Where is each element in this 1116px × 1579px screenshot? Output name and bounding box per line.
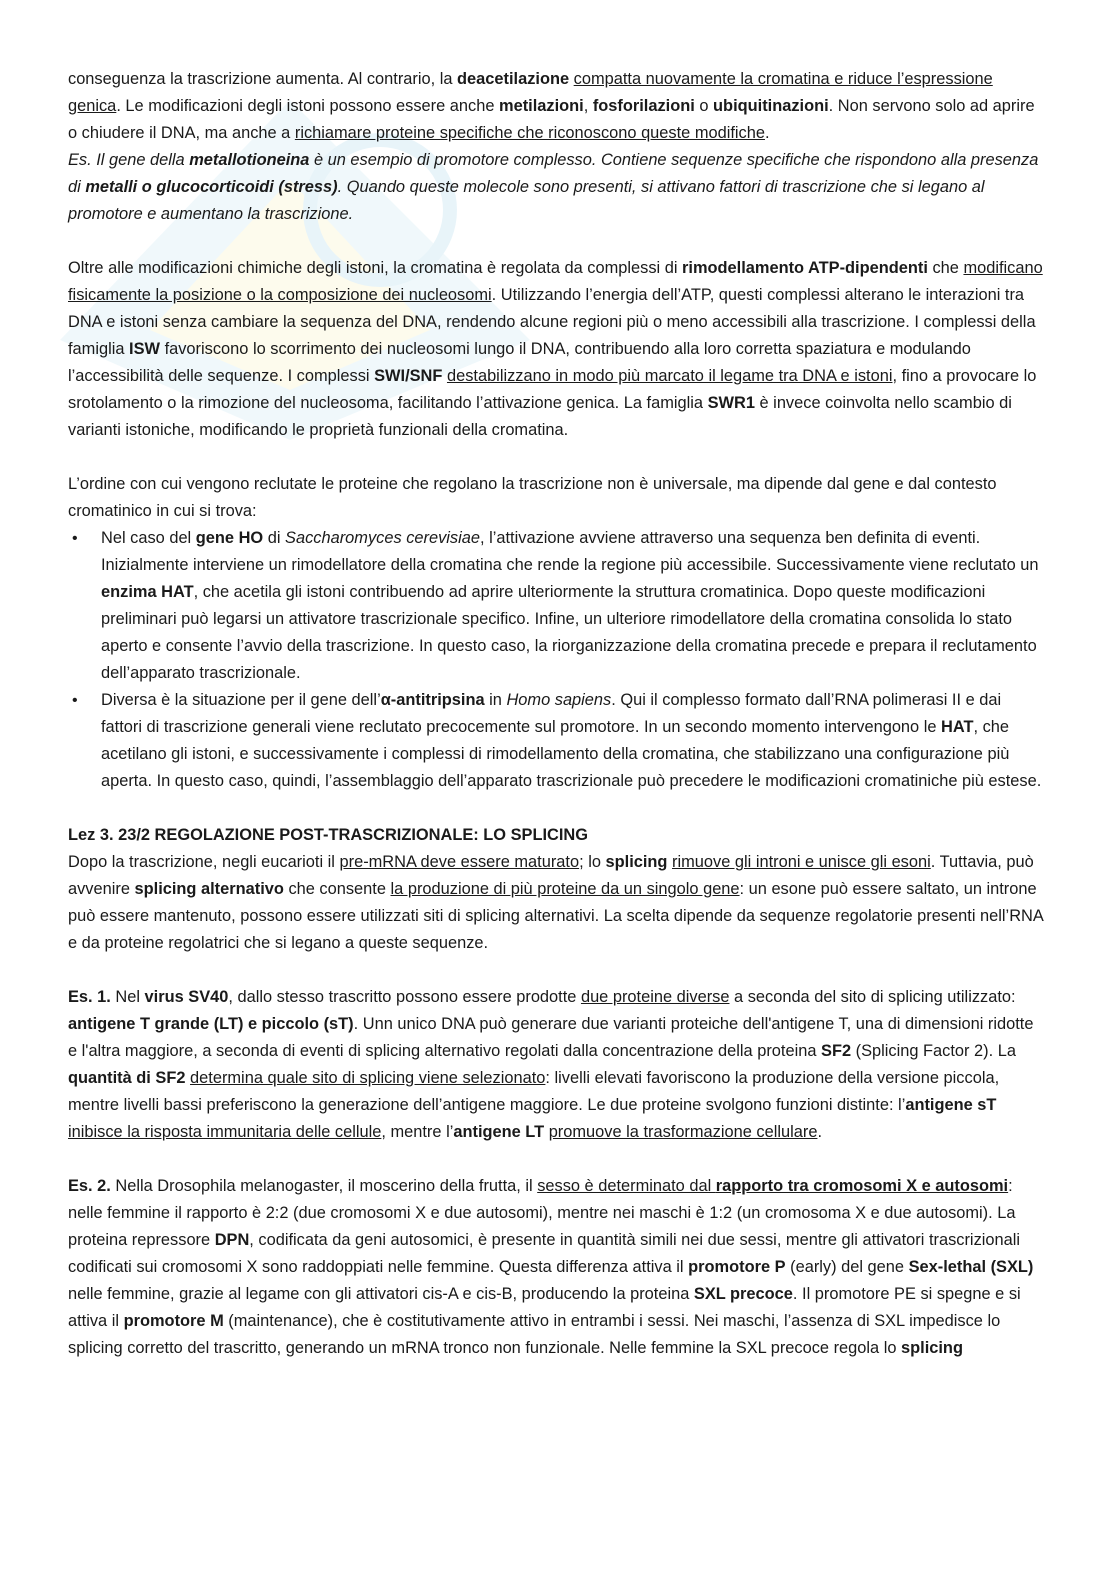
bullet-list-examples [68,525,1046,795]
term-deacetilazione: deacetilazione [457,70,570,88]
paragraph-metallothionein-example: Es. Il gene della metallotioneina è un esempio di promotore complesso. Contiene sequenze specifiche che rispondono alla presenza di metalli o glucocorticoidi (stress). Quando queste molecole sono presenti, si attivano fattori di trascrizione che si legano al promotore e aumentano la trascrizione. [68,151,1039,223]
paragraph-recruitment-order: L’ordine con cui vengono reclutate le proteine che regolano la trascrizione non è universale, ma dipende dal gene e dal contesto cromatinico in cui si trova: [68,475,997,520]
document-body [68,66,1046,1362]
paragraph-example-drosophila: Es. 2. Nella Drosophila melanogaster, il moscerino della frutta, il sesso è determinato dal rapporto tra cromosomi X e autosomi: nelle femmine il rapporto è 2:2 (due cromosomi X e due autosomi), mentre nei maschi è 1:2 (un cromosoma X e due autosomi). La proteina repressore DPN, codificata da geni autosomici, è presente in quantità simili nei due sessi, mentre gli attivatori trascrizionali codificati sui cromosomi X sono raddoppiati nelle femmine. Questa differenza attiva il promotore P (early) del gene Sex-lethal (SXL) nelle femmine, grazie al legame con gli attivatori cis-A e cis-B, producendo la proteina SXL precoce. Il promotore PE si spegne e si attiva il promotore M (maintenance), che è costitutivamente attivo in entrambi i sessi. Nei maschi, l’assenza di SXL impedisce lo splicing corretto del trascritto, generando un mRNA tronco non funzionale. Nelle femmine la SXL precoce regola lo splicing [68,1177,1034,1357]
paragraph-chromatin-remodeling: Oltre alle modificazioni chimiche degli istoni, la cromatina è regolata da complessi di rimodellamento ATP-dipendenti che modificano fisicamente la posizione o la composizione dei nucleosomi. Utilizzando l’energia dell’ATP, questi complessi alterano le interazioni tra DNA e istoni senza cambiare la sequenza del DNA, rendendo alcune regioni più o meno accessibili alla trascrizione. I complessi della famiglia ISW favoriscono lo scorrimento dei nucleosomi lungo il DNA, contribuendo alla loro corretta spaziatura e modulando l’accessibilità delle sequenze. I complessi SWI/SNF destabilizzano in modo più marcato il legame tra DNA e istoni, fino a provocare lo srotolamento o la rimozione del nucleosoma, facilitando l’attivazione genica. La famiglia SWR1 è invece coinvolta nello scambio di varianti istoniche, modificando le proprietà funzionali della cromatina. [68,259,1043,439]
list-item-alpha-antitrypsin: • Diversa è la situazione per il gene dell’α-antitripsina in Homo sapiens. Qui il complesso formato dall’RNA polimerasi II e dai fattori di trascrizione generali viene reclutato precocemente sul promotore. In un secondo momento intervengono le HAT, che acetilano gli istoni, e successivamente i complessi di rimodellamento della cromatina, che stabilizzano una configurazione più aperta. In questo caso, quindi, l’assemblaggio dell’apparato trascrizionale può precedere le modificazioni cromatiniche più estese. [101,687,1046,795]
list-item-gene-ho: • Nel caso del gene HO di Saccharomyces cerevisiae, l’attivazione avviene attraverso una sequenza ben definita di eventi. Inizialmente interviene un rimodellatore della cromatina che rende la regione più accessibile. Successivamente viene reclutato un enzima HAT, che acetila gli istoni contribuendo ad aprire ulteriormente la struttura cromatinica. Dopo queste modificazioni preliminari può legarsi un attivatore trascrizionale specifico. Infine, un ulteriore rimodellatore della cromatina consolida lo stato aperto e consente l’avvio della trascrizione. In questo caso, la riorganizzazione della cromatina precede e prepara il reclutamento dell’apparato trascrizionale. [101,525,1046,687]
paragraph-splicing: Dopo la trascrizione, negli eucarioti il pre-mRNA deve essere maturato; lo splicing rimuove gli introni e unisce gli esoni. Tuttavia, può avvenire splicing alternativo che consente la produzione di più proteine da un singolo gene: un esone può essere saltato, un introne può essere mantenuto, possono essere utilizzati siti di splicing alternativi. La scelta dipende da sequenze regolatorie presenti nell’RNA e da proteine regolatrici che si legano a queste sequenze. [68,853,1043,952]
section-heading-splicing: Lez 3. 23/2 REGOLAZIONE POST-TRASCRIZIONALE: LO SPLICING [68,826,589,844]
paragraph-example-sv40: Es. 1. Nel virus SV40, dallo stesso trascritto possono essere prodotte due proteine diverse a seconda del sito di splicing utilizzato: antigene T grande (LT) e piccolo (sT). Unn unico DNA può generare due varianti proteiche dell'antigene T, una di dimensioni ridotte e l'altra maggiore, a seconda di eventi di splicing alternativo regolati dalla concentrazione della proteina SF2 (Splicing Factor 2). La quantità di SF2 determina quale sito di splicing viene selezionato: livelli elevati favoriscono la produzione della versione piccola, mentre livelli bassi preferiscono la generazione dell’antigene maggiore. Le due proteine svolgono funzioni distinte: l’antigene sT inibisce la risposta immunitaria delle cellule, mentre l’antigene LT promuove la trasformazione cellulare. [68,988,1034,1141]
paragraph-histone-modifications: conseguenza la trascrizione aumenta. Al contrario, la deacetilazione compatta nuovamente la cromatina e riduce l’espressione genica. Le modificazioni degli istoni possono essere anche metilazioni, fosforilazioni o ubiquitinazioni. Non servono solo ad aprire o chiudere il DNA, ma anche a richiamare proteine specifiche che riconoscono queste modifiche. [68,70,1035,142]
